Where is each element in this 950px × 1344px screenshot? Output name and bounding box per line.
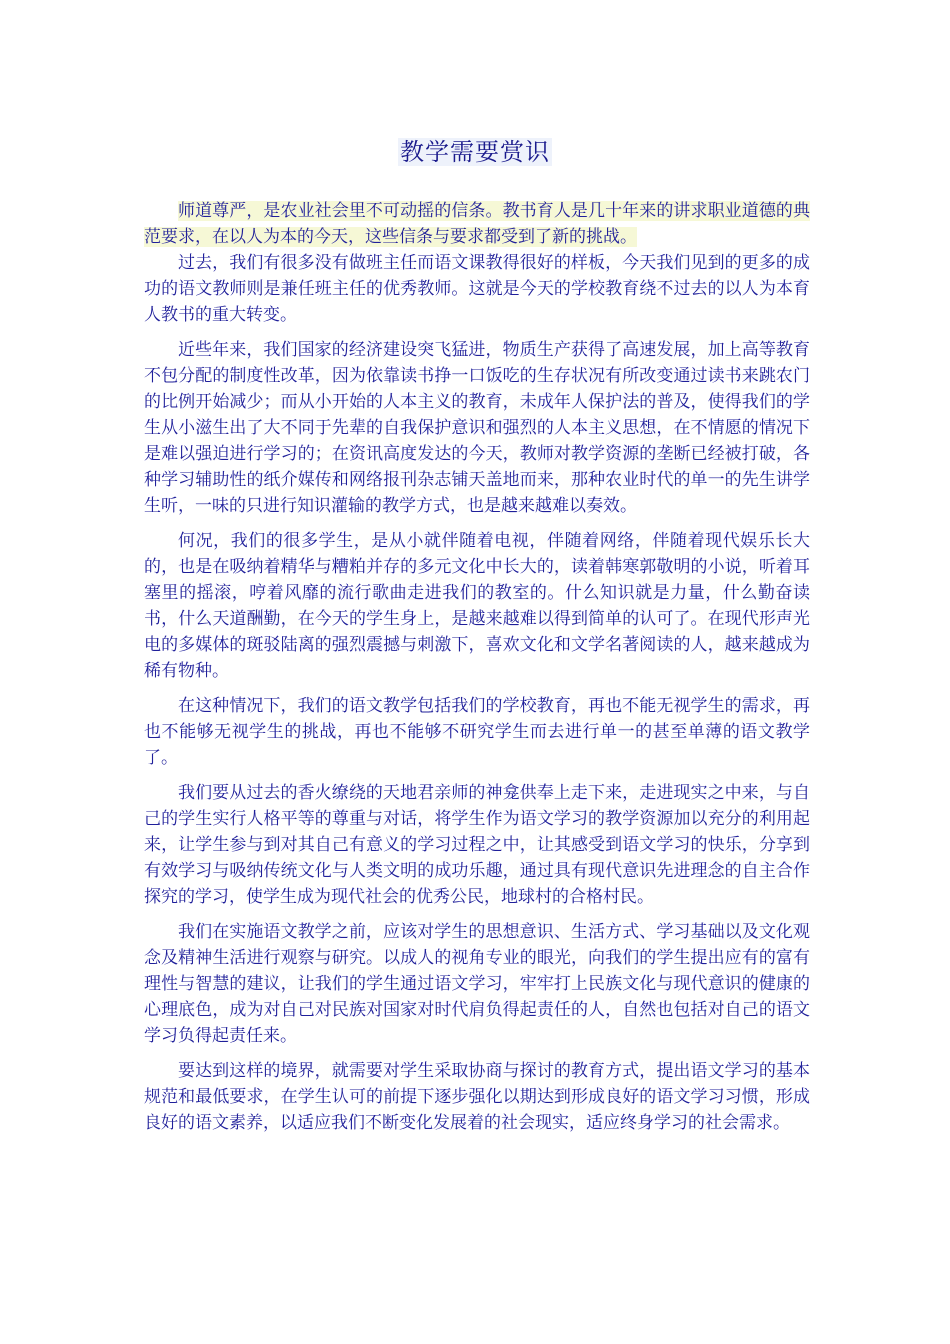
document-title-text: 教学需要赏识 (400, 138, 550, 166)
paragraph-6: 我们要从过去的香火缭绕的天地君亲师的神龛供奉上走下来，走进现实之中来，与自己的学生实行人格平等的尊重与对话，将学生作为语文学习的教学资源加以充分的利用起来，让学生参与到对其自己有意义的学习过程之中，让其感受到语文学习的快乐，分享到有效学习与吸纳传统文化与人类文明的成功乐趣，通过具有现代意识先进理念的自主合作探究的学习，使学生成为现代社会的优秀公民，地球村的合格村民。 (144, 783, 810, 907)
paragraph-8: 要达到这样的境界，就需要对学生采取协商与探讨的教育方式，提出语文学习的基本规范和最低要求，在学生认可的前提下逐步强化以期达到形成良好的语文学习习惯，形成良好的语文素养，以适应我们不断变化发展着的社会现实，适应终身学习的社会需求。 (144, 1061, 810, 1133)
document-body (144, 198, 810, 1145)
paragraph-1-text: 师道尊严，是农业社会里不可动摇的信条。教书育人是几十年来的讲求职业道德的典范要求，在以人为本的今天，这些信条与要求都受到了新的挑战。 (144, 201, 810, 247)
paragraph-5: 在这种情况下，我们的语文教学包括我们的学校教育，再也不能无视学生的需求，再也不能够无视学生的挑战，再也不能够不研究学生而去进行单一的甚至单薄的语文教学了。 (144, 696, 810, 768)
paragraph-3: 近些年来，我们国家的经济建设突飞猛进，物质生产获得了高速发展，加上高等教育不包分配的制度性改革，因为依靠读书挣一口饭吃的生存状况有所改变通过读书来跳农门的比例开始减少；而从小开始的人本主义的教育，未成年人保护法的普及，使得我们的学生从小滋生出了大不同于先辈的自我保护意识和强烈的人本主义思想，在不情愿的情况下是难以强迫进行学习的；在资讯高度发达的今天，教师对教学资源的垄断已经被打破，各种学习辅助性的纸介媒传和网络报刊杂志铺天盖地而来，那种农业时代的单一的先生讲学生听，一味的只进行知识灌输的教学方式，也是越来越难以奏效。 (144, 340, 810, 516)
paragraph-7: 我们在实施语文教学之前，应该对学生的思想意识、生活方式、学习基础以及文化观念及精神生活进行观察与研究。以成人的视角专业的眼光，向我们的学生提出应有的富有理性与智慧的建议，让我们的学生通过语文学习，牢牢打上民族文化与现代意识的健康的心理底色，成为对自己对民族对国家对时代肩负得起责任的人，自然也包括对自己的语文学习负得起责任来。 (144, 922, 810, 1046)
paragraph-4: 何况，我们的很多学生，是从小就伴随着电视，伴随着网络，伴随着现代娱乐长大的，也是在吸纳着精华与糟粕并存的多元文化中长大的，读着韩寒郭敬明的小说，听着耳塞里的摇滚，哼着风靡的流行歌曲走进我们的教室的。什么知识就是力量，什么勤奋读书，什么天道酬勤，在今天的学生身上，是越来越难以得到简单的认可了。在现代形声光电的多媒体的斑驳陆离的强烈震撼与刺激下，喜欢文化和文学名著阅读的人，越来越成为稀有物种。 (144, 531, 810, 681)
document-title (0, 132, 950, 167)
paragraph-2: 过去，我们有很多没有做班主任而语文课教得很好的样板，今天我们见到的更多的成功的语文教师则是兼任班主任的优秀教师。这就是今天的学校教育绕不过去的以人为本育人教书的重大转变。 (144, 253, 810, 325)
paragraph-1 (144, 198, 810, 250)
